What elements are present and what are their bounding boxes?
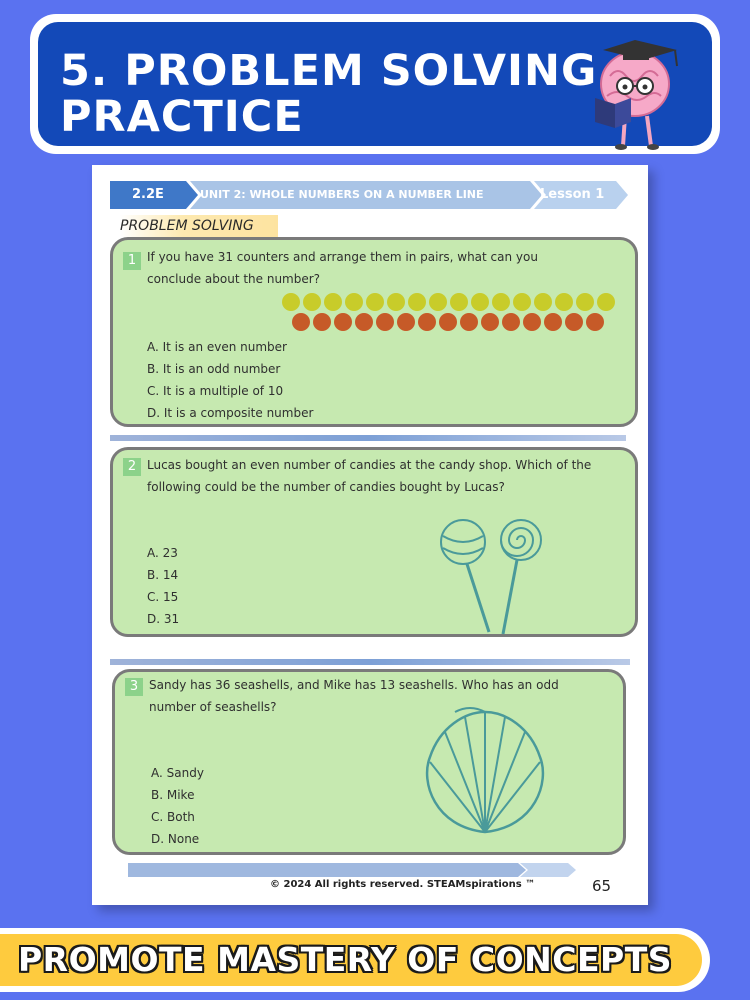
counters-figure [281,292,621,332]
option-c: C. Both [151,810,195,824]
yellow-counter [408,293,426,311]
brain-mascot-icon [585,36,690,151]
lollipops-icon [431,516,551,636]
option-d: D. 31 [147,612,180,626]
lesson-bar [110,181,630,209]
orange-counter [334,313,352,331]
yellow-counter [429,293,447,311]
option-b: B. 14 [147,568,179,582]
lesson-code: 2.2E [132,187,164,202]
yellow-counter [387,293,405,311]
yellow-counter [303,293,321,311]
option-a: A. It is an even number [147,340,287,354]
yellow-counter [513,293,531,311]
worksheet-page [92,165,648,905]
question-number: 2 [123,458,141,476]
question-text: If you have 31 counters and arrange them in pairs, what can you conclude about the number? [147,250,538,286]
orange-counter [586,313,604,331]
orange-counter [544,313,562,331]
orange-counter [397,313,415,331]
lesson-number: Lesson 1 [540,187,605,202]
bottom-inner [0,934,702,986]
seashell-icon [415,702,555,842]
question-2-box [110,447,638,637]
header-inner [38,22,712,146]
option-b: B. It is an odd number [147,362,281,376]
option-d: D. It is a composite number [147,406,314,420]
yellow-counter [555,293,573,311]
option-a: A. 23 [147,546,178,560]
bottom-banner [0,928,710,992]
orange-counter [460,313,478,331]
orange-counter [502,313,520,331]
question-3-box [112,669,626,855]
yellow-counter [345,293,363,311]
orange-counter [481,313,499,331]
section-title: PROBLEM SOLVING [120,215,278,237]
header-banner [30,14,720,154]
option-c: C. 15 [147,590,179,604]
question-number: 3 [125,678,143,696]
question-text: Sandy has 36 seashells, and Mike has 13 seashells. Who has an odd number of seashells? [149,678,559,714]
option-d: D. None [151,832,200,846]
orange-counter [565,313,583,331]
lesson-unit: UNIT 2: WHOLE NUMBERS ON A NUMBER LINE [200,188,484,201]
orange-counter [292,313,310,331]
orange-counter [439,313,457,331]
copyright: © 2024 All rights reserved. STEAMspirations ™ [270,879,536,890]
footer-bar [128,863,578,877]
orange-counter [355,313,373,331]
question-1-box [110,237,638,427]
divider [110,435,626,441]
question-number: 1 [123,252,141,270]
orange-counter [523,313,541,331]
orange-counter [376,313,394,331]
yellow-counter [450,293,468,311]
yellow-counter [366,293,384,311]
orange-counter [418,313,436,331]
yellow-counter [282,293,300,311]
yellow-counter [492,293,510,311]
divider [110,659,630,665]
header-title: 5. PROBLEM SOLVING PRACTICE [60,46,598,142]
bottom-banner-text: PROMOTE MASTERY OF CONCEPTS [18,940,672,979]
option-a: A. Sandy [151,766,204,780]
yellow-counter [324,293,342,311]
orange-counter [313,313,331,331]
yellow-counter [534,293,552,311]
page-number: 65 [592,877,612,895]
yellow-counter [471,293,489,311]
option-b: B. Mike [151,788,195,802]
question-text: Lucas bought an even number of candies at the candy shop. Which of the following could be the number of candies bought by Lucas? [147,458,592,494]
option-c: C. It is a multiple of 10 [147,384,284,398]
yellow-counter [597,293,615,311]
yellow-counter [576,293,594,311]
